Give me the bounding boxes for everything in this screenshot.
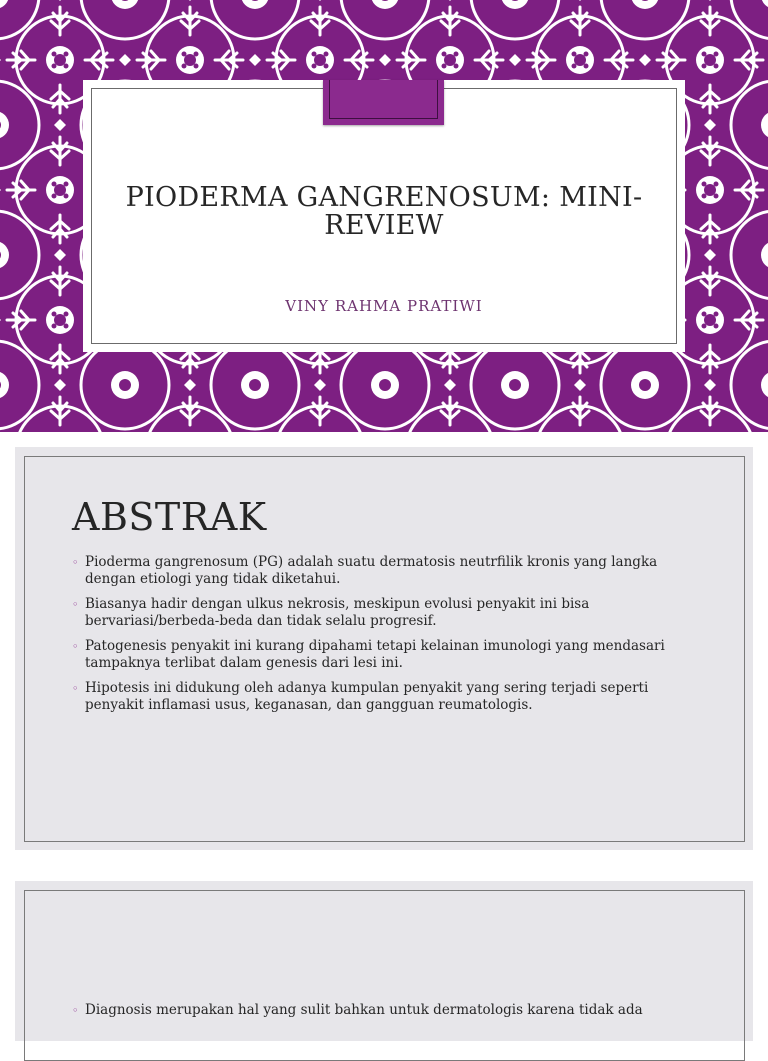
slide-border <box>24 890 745 1061</box>
slide-heading: ABSTRAK <box>72 495 267 539</box>
bullet-icon: ◦ <box>72 682 79 695</box>
title-card <box>83 80 685 352</box>
list-item: ◦ Diagnosis merupakan hal yang sulit bahkan untuk dermatologis karena tidak ada <box>72 1002 643 1018</box>
bullet-icon: ◦ <box>72 598 79 611</box>
bullet-icon: ◦ <box>72 1004 79 1017</box>
abstract-bullet-list <box>72 554 697 722</box>
list-item: ◦ Patogenesis penyakit ini kurang dipahami tetapi kelainan imunologi yang mendasari tampaknya terlibat dalam genesis dari lesi ini. <box>72 638 665 671</box>
list-item: ◦ Pioderma gangrenosum (PG) adalah suatu dermatosis neutrfilik kronis yang langka dengan etiologi yang tidak diketahui. <box>72 554 658 587</box>
list-item: ◦ Hipotesis ini didukung oleh adanya kumpulan penyakit yang sering terjadi seperti penyakit inflamasi usus, keganasan, dan gangguan reumatologis. <box>72 680 649 713</box>
abstract-slide <box>15 447 753 850</box>
bullet-icon: ◦ <box>72 640 79 653</box>
presentation-author: VINY RAHMA PRATIWI <box>285 297 483 315</box>
title-slide <box>0 0 768 432</box>
bullet-icon: ◦ <box>72 556 79 569</box>
list-item: ◦ Biasanya hadir dengan ulkus nekrosis, meskipun evolusi penyakit ini bisa bervariasi/berbeda-beda dan tidak selalu progresif. <box>72 596 590 629</box>
presentation-title: PIODERMA GANGRENOSUM: MINI-REVIEW <box>125 182 643 241</box>
diagnosis-bullet-list <box>72 1002 697 1027</box>
title-accent-bar <box>323 80 444 125</box>
diagnosis-slide <box>15 881 753 1041</box>
